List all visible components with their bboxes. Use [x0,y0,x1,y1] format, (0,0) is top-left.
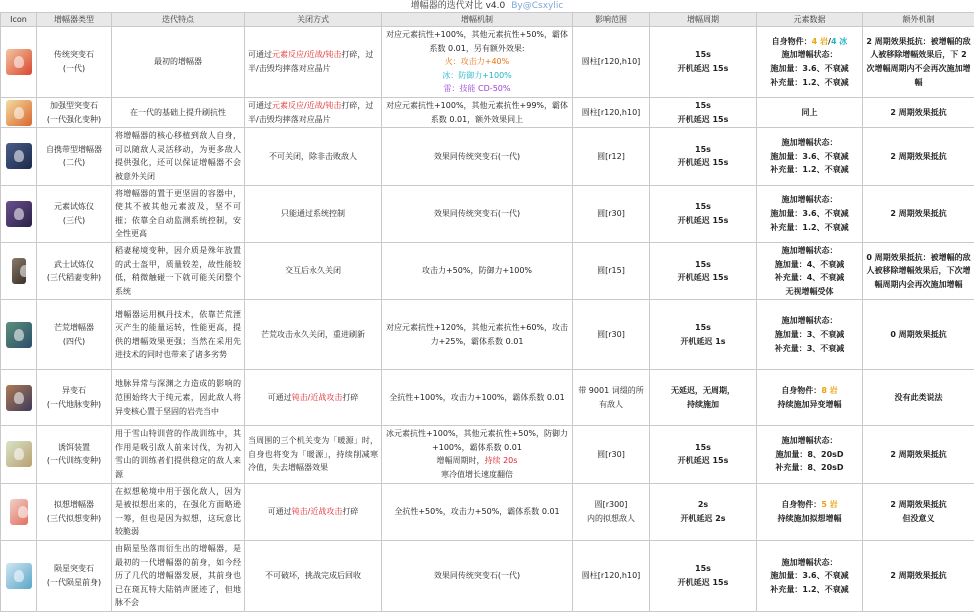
feature-cell: 将增幅器的置于更坚固的容器中，使其不被其他元素波及，坚不可摧；依靠全自动监测系统控制，安全性更高 [112,185,245,242]
table-header-row [1,13,974,27]
amplifier-comparison-table [0,12,974,612]
header-period: 增幅周期 [650,13,757,27]
close-cell: 可通过元素反应/近战/钝击打碎，过半/击毁均摔落对应晶片 [245,97,382,127]
table-row: 诱饵装置 (一代训练变种) 用于雪山特训营的作战训练中，其作用是吸引敌人前来讨伐，为初入雪山的训练者们提供稳定的敌人来源 当周围的三个机关变为「暖源」时，自身也将变为「暖源」，持续削减寒冷值，失去增幅器效果 冰元素抗性+100%，其他元素抗性+50%，防御力+100%，霸体系数 0.01 增幅周期时，持续 20s 寒冷值增长速度翻倍 圆[r30] 15s 开机延迟 15s 施加增幅状态： 施加量：8、20sD 补充量：8、20sD 2 周期效果抵抗 [1,426,974,483]
range-cell: 圆柱[r120,h10] [573,27,650,98]
extra-cell: 2 周期效果抵抗：被增幅的敌人被移除增幅效果后，下 2 次增幅周期内不会再次施加增幅 [863,27,974,98]
header-icon: Icon [1,13,37,27]
traditional-amplifier-icon [6,49,32,75]
meteor-stone-icon [6,563,32,589]
header-range: 影响范围 [573,13,650,27]
period-cell: 无延迟，无周期， 持续施加 [650,370,757,426]
mechanism-cell: 效果同传统突变石(一代) [382,185,573,242]
element-cell: 施加增幅状态： 施加量：3.6、不衰减 补充量：1.2、不衰减 [757,128,863,185]
wasteland-amplifier-icon [6,322,32,348]
element-tester-icon [6,201,32,227]
type-gen: (一代) [63,64,85,73]
table-row: 陨星突变石 (一代陨星前身) 由陨星坠落而衍生出的增幅器，是最初的一代增幅器的前身，如今经历了几代的增幅器发展，其前身也已在斑瓦特大陆销声匿迹了，但地脉不会 不可破坏，挑战完成后回收 效果同传统突变石(一代) 圆柱[r120,h10] 15s 开机延迟 15s 施加增幅状态： 施加量：3.6、不衰减 补充量：1.2、不衰减 2 周期效果抵抗 [1,541,974,612]
period-cell: 15s 开机延迟 15s [650,27,757,98]
close-cell: 不可破坏，挑战完成后回收 [245,541,382,612]
table-row: 异变石 (一代地脉变种) 地脉异常与深渊之力造成的影响的范围始终大于纯元素，因此敌人将异变核心置于坚固的岩壳当中 可通过钝击/近战攻击打碎 全抗性+100%，攻击力+100%，霸体系数 0.01 带 9001 词缀的所有敌人 无延迟，无周期， 持续施加 自身物件：8 岩 持续施加异变增幅 没有此类说法 [1,370,974,426]
feature-cell: 在拟想秘境中用于强化敌人，因为是被拟想出来的，在强化方面略逊一筹，但也是因为拟想，这玩意比较脆弱 [112,483,245,540]
feature-cell: 增幅器运用枫丹技术，依靠芒荒湮灭产生的能量运转，性能更高，提供的增幅效果更强；当然在采用先进技术的同时也带来了诸多劣势 [112,300,245,370]
element-cell: 自身物件：5 岩 持续施加拟想增幅 [757,483,863,540]
period-cell: 15s 开机延迟 15s [650,242,757,299]
header-extra: 额外机制 [863,13,974,27]
header-close: 关闭方式 [245,13,382,27]
range-cell: 圆[r30] [573,300,650,370]
feature-cell: 在一代的基础上提升刷抗性 [112,97,245,127]
period-cell: 15s 开机延迟 15s [650,97,757,127]
close-cell: 不可关闭，除非击败敌人 [245,128,382,185]
mechanism-cell: 全抗性+100%，攻击力+100%，霸体系数 0.01 [382,370,573,426]
header-feature: 迭代特点 [112,13,245,27]
mechanism-cell: 冰元素抗性+100%，其他元素抗性+50%，防御力+100%，霸体系数 0.01 增幅周期时，持续 20s 寒冷值增长速度翻倍 [382,426,573,483]
mechanism-cell: 效果同传统突变石(一代) [382,128,573,185]
type-name: 传统突变石 [54,50,94,59]
decoy-device-icon [6,441,32,467]
range-cell: 圆[r300] 内的拟想敌人 [573,483,650,540]
element-cell: 施加增幅状态： 施加量：8、20sD 补充量：8、20sD [757,426,863,483]
element-cell: 同上 [757,97,863,127]
extra-cell: 2 周期效果抵抗 [863,128,974,185]
table-row: 加强型突变石 (一代强化变种) 在一代的基础上提升刷抗性 可通过元素反应/近战/钝击打碎，过半/击毁均摔落对应晶片 对应元素抗性+100%，其他元素抗性+99%，霸体系数 0.01，额外效果同上 圆柱[r120,h10] 15s 开机延迟 15s 同上 2 周期效果抵抗 [1,97,974,127]
element-cell: 施加增幅状态： 施加量：3.6、不衰减 补充量：1.2、不衰减 [757,185,863,242]
table-row: 武士试炼仪 (三代稻妻变种) 稻妻秘境变种，因介质是殊年放置的武士盔甲，质量较差，故性能较低，稍微触碰一下就可能关闭整个系统 交互后永久关闭 攻击力+50%，防御力+100% 圆[r15] 15s 开机延迟 15s 施加增幅状态： 施加量：4、不衰减 补充量：4、不衰减 无视增幅受体 0 周期效果抵抗：被增幅的敌人被移除增幅效果后，下次增幅周期内会再次施加增幅 [1,242,974,299]
element-cell: 施加增幅状态： 施加量：3.6、不衰减 补充量：1.2、不衰减 [757,541,863,612]
simulated-amplifier-icon [10,499,28,525]
header-type: 增幅器类型 [37,13,112,27]
period-cell: 15s 开机延迟 15s [650,185,757,242]
close-cell: 只能通过系统控制 [245,185,382,242]
extra-cell: 2 周期效果抵抗 [863,541,974,612]
close-cell: 芒荒攻击永久关闭，重进刷新 [245,300,382,370]
mechanism-cell: 效果同传统突变石(一代) [382,541,573,612]
element-cell: 施加增幅状态： 施加量：4、不衰减 补充量：4、不衰减 无视增幅受体 [757,242,863,299]
element-cell: 自身物件：4 岩/4 冰 施加增幅状态： 施加量：3.6、不衰减 补充量：1.2、不衰减 [757,27,863,98]
close-cell: 可通过元素反应/近战/钝击打碎，过半/击毁均摔落对应晶片 [245,27,382,98]
mechanism-cell: 对应元素抗性+120%，其他元素抗性+60%，攻击力+25%，霸体系数 0.01 [382,300,573,370]
portable-amplifier-icon [6,143,32,169]
extra-cell: 2 周期效果抵抗 [863,426,974,483]
feature-cell: 地脉异常与深渊之力造成的影响的范围始终大于纯元素，因此敌人将异变核心置于坚固的岩壳当中 [112,370,245,426]
range-cell: 带 9001 词缀的所有敌人 [573,370,650,426]
element-cell: 自身物件：8 岩 持续施加异变增幅 [757,370,863,426]
range-cell: 圆[r30] [573,426,650,483]
mutation-stone-icon [6,385,32,411]
feature-cell: 由陨星坠落而衍生出的增幅器，是最初的一代增幅器的前身，如今经历了几代的增幅器发展，其前身也已在斑瓦特大陆销声匿迹了，但地脉不会 [112,541,245,612]
feature-cell: 最初的增幅器 [112,27,245,98]
period-cell: 15s 开机延迟 15s [650,128,757,185]
mechanism-cell: 全抗性+50%，攻击力+50%，霸体系数 0.01 [382,483,573,540]
extra-cell: 0 周期效果抵抗 [863,300,974,370]
mechanism-cell: 攻击力+50%，防御力+100% [382,242,573,299]
element-cell: 施加增幅状态： 施加量：3、不衰减 补充量：3、不衰减 [757,300,863,370]
range-cell: 圆柱[r120,h10] [573,541,650,612]
table-row: 自携带型增幅器 (二代) 将增幅器的核心移植到敌人自身，可以随敌人灵活移动，为更多敌人提供强化，还可以保证增幅器不会被意外关闭 不可关闭，除非击败敌人 效果同传统突变石(一代) 圆[r12] 15s 开机延迟 15s 施加增幅状态： 施加量：3.6、不衰减 补充量：1.2、不衰减 2 周期效果抵抗 [1,128,974,185]
extra-cell: 2 周期效果抵抗 [863,185,974,242]
range-cell: 圆[r15] [573,242,650,299]
period-cell: 15s 开机延迟 15s [650,541,757,612]
author-credit: By@Csxylic [511,1,563,11]
samurai-tester-icon [12,258,26,284]
feature-cell: 将增幅器的核心移植到敌人自身，可以随敌人灵活移动，为更多敌人提供强化，还可以保证增幅器不会被意外关闭 [112,128,245,185]
range-cell: 圆[r30] [573,185,650,242]
table-caption [0,0,974,12]
period-cell: 2s 开机延迟 2s [650,483,757,540]
extra-cell: 0 周期效果抵抗：被增幅的敌人被移除增幅效果后，下次增幅周期内会再次施加增幅 [863,242,974,299]
mechanism-cell: 对应元素抗性+100%，其他元素抗性+99%，霸体系数 0.01，额外效果同上 [382,97,573,127]
range-cell: 圆[r12] [573,128,650,185]
mechanism-cell: 对应元素抗性+100%，其他元素抗性+50%，霸体系数 0.01，另有额外效果: 火：攻击力+40% 冰：防御力+100% 雷：技能 CD-50% [382,27,573,98]
extra-cell: 2 周期效果抵抗 [863,97,974,127]
page-title: 增幅器的迭代对比 v4.0 [411,1,506,11]
close-cell: 交互后永久关闭 [245,242,382,299]
feature-cell: 稻妻秘境变种，因介质是殊年放置的武士盔甲，质量较差，故性能较低，稍微触碰一下就可能关闭整个系统 [112,242,245,299]
extra-cell: 没有此类说法 [863,370,974,426]
table-row: 拟想增幅器 (三代拟想变种) 在拟想秘境中用于强化敌人，因为是被拟想出来的，在强化方面略逊一筹，但也是因为拟想，这玩意比较脆弱 可通过钝击/近战攻击打碎 全抗性+50%，攻击力+50%，霸体系数 0.01 圆[r300] 内的拟想敌人 2s 开机延迟 2s 自身物件：5 岩 持续施加拟想增幅 2 周期效果抵抗 但没意义 [1,483,974,540]
close-cell: 可通过钝击/近战攻击打碎 [245,483,382,540]
range-cell: 圆柱[r120,h10] [573,97,650,127]
feature-cell: 用于雪山特训营的作战训练中，其作用是吸引敌人前来讨伐，为初入雪山的训练者们提供稳定的敌人来源 [112,426,245,483]
extra-cell: 2 周期效果抵抗 但没意义 [863,483,974,540]
enhanced-amplifier-icon [6,100,32,126]
period-cell: 15s 开机延迟 1s [650,300,757,370]
header-mechanism: 增幅机制 [382,13,573,27]
close-cell: 可通过钝击/近战攻击打碎 [245,370,382,426]
header-element: 元素数据 [757,13,863,27]
table-row [1,27,974,98]
table-row: 元素试炼仪 (三代) 将增幅器的置于更坚固的容器中，使其不被其他元素波及，坚不可摧；依靠全自动监测系统控制，安全性更高 只能通过系统控制 效果同传统突变石(一代) 圆[r30] 15s 开机延迟 15s 施加增幅状态： 施加量：3.6、不衰减 补充量：1.2、不衰减 2 周期效果抵抗 [1,185,974,242]
period-cell: 15s 开机延迟 15s [650,426,757,483]
table-row: 芒荒增幅器 (四代) 增幅器运用枫丹技术，依靠芒荒湮灭产生的能量运转，性能更高，提供的增幅效果更强；当然在采用先进技术的同时也带来了诸多劣势 芒荒攻击永久关闭，重进刷新 对应元素抗性+120%，其他元素抗性+60%，攻击力+25%，霸体系数 0.01 圆[r30] 15s 开机延迟 1s 施加增幅状态： 施加量：3、不衰减 补充量：3、不衰减 0 周期效果抵抗 [1,300,974,370]
close-cell: 当周围的三个机关变为「暖源」时，自身也将变为「暖源」，持续削减寒冷值，失去增幅器效果 [245,426,382,483]
